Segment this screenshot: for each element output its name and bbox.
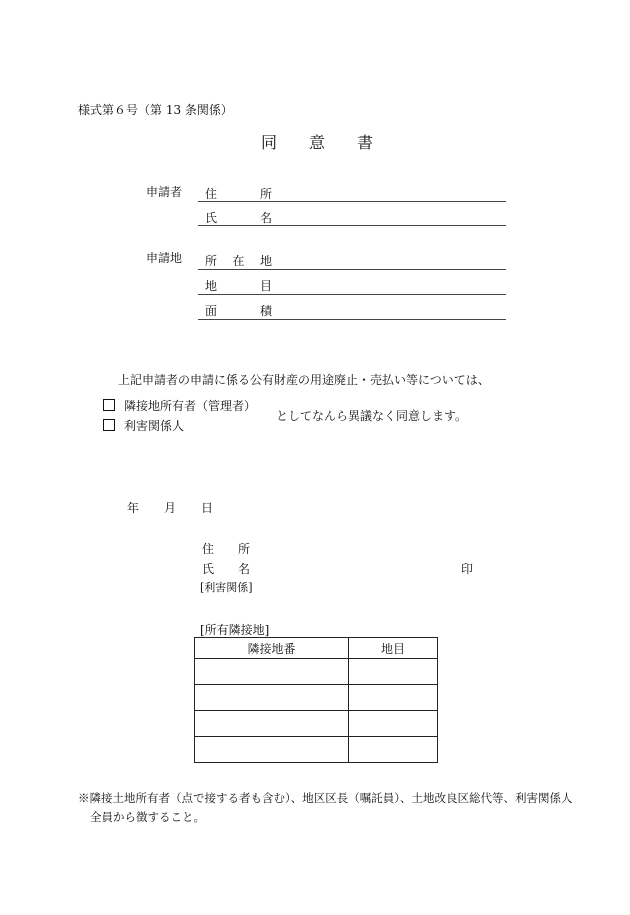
land-category-line[interactable]: [198, 294, 506, 295]
option-interested-party[interactable]: 利害関係人: [103, 417, 184, 434]
column-header-lot-number: 隣接地番: [195, 638, 349, 659]
table-cell[interactable]: [349, 685, 438, 711]
table-cell[interactable]: [349, 659, 438, 685]
adjacent-land-table: [194, 637, 438, 763]
signer-address-label: 住 所: [202, 542, 250, 556]
note-line-1: ※隣接土地所有者（点で接する者も含む）、地区区長（嘱託員）、土地改良区総代等、利害関係人: [78, 791, 573, 805]
table-cell[interactable]: [195, 737, 349, 763]
checkbox[interactable]: [103, 419, 115, 431]
land-category-label: 地 目: [205, 279, 272, 293]
applicant-name-label: 氏 名: [205, 211, 272, 225]
column-header-land-category: 地目: [349, 638, 438, 659]
adjacent-caption: [所有隣接地]: [200, 623, 270, 637]
statement-text: 上記申請者の申請に係る公有財産の用途廃止・売払い等については、: [118, 373, 490, 387]
relation-label: [利害関係]: [200, 581, 253, 594]
table-cell[interactable]: [349, 711, 438, 737]
table-row: [195, 737, 438, 763]
applicant-label: 申請者: [146, 185, 183, 199]
option-adjacent-owner[interactable]: 隣接地所有者（管理者）: [103, 397, 256, 414]
table-row: [195, 711, 438, 737]
land-location-label: 所 在 地: [205, 254, 272, 268]
date-year: 年: [127, 501, 140, 515]
table-cell[interactable]: [195, 711, 349, 737]
applicant-address-label: 住 所: [205, 187, 272, 201]
land-area-label: 面 積: [205, 304, 272, 318]
table-row: [195, 659, 438, 685]
form-number: 様式第６号（第 13 条関係）: [78, 103, 233, 117]
document-title: [261, 130, 373, 153]
table-cell[interactable]: [195, 659, 349, 685]
applicant-name-line[interactable]: [198, 225, 506, 226]
applicant-address-line[interactable]: [198, 201, 506, 202]
seal-mark: 印: [461, 562, 474, 576]
note-line-2: 全員から徴すること。: [90, 810, 205, 824]
date-day: 日: [200, 501, 213, 515]
title-char: 意: [308, 133, 325, 152]
table-header-row: [195, 638, 438, 659]
land-area-line[interactable]: [198, 319, 506, 320]
table-cell[interactable]: [195, 685, 349, 711]
signer-name-label: 氏 名: [202, 562, 250, 576]
title-char: 同: [261, 133, 278, 152]
land-location-line[interactable]: [198, 269, 506, 270]
land-label: 申請地: [146, 251, 183, 265]
checkbox[interactable]: [103, 399, 115, 411]
date-month: 月: [163, 501, 176, 515]
table-cell[interactable]: [349, 737, 438, 763]
table-row: [195, 685, 438, 711]
consent-text: としてなんら異議なく同意します。: [276, 409, 468, 423]
title-char: 書: [356, 133, 373, 152]
date-line: [127, 499, 213, 516]
